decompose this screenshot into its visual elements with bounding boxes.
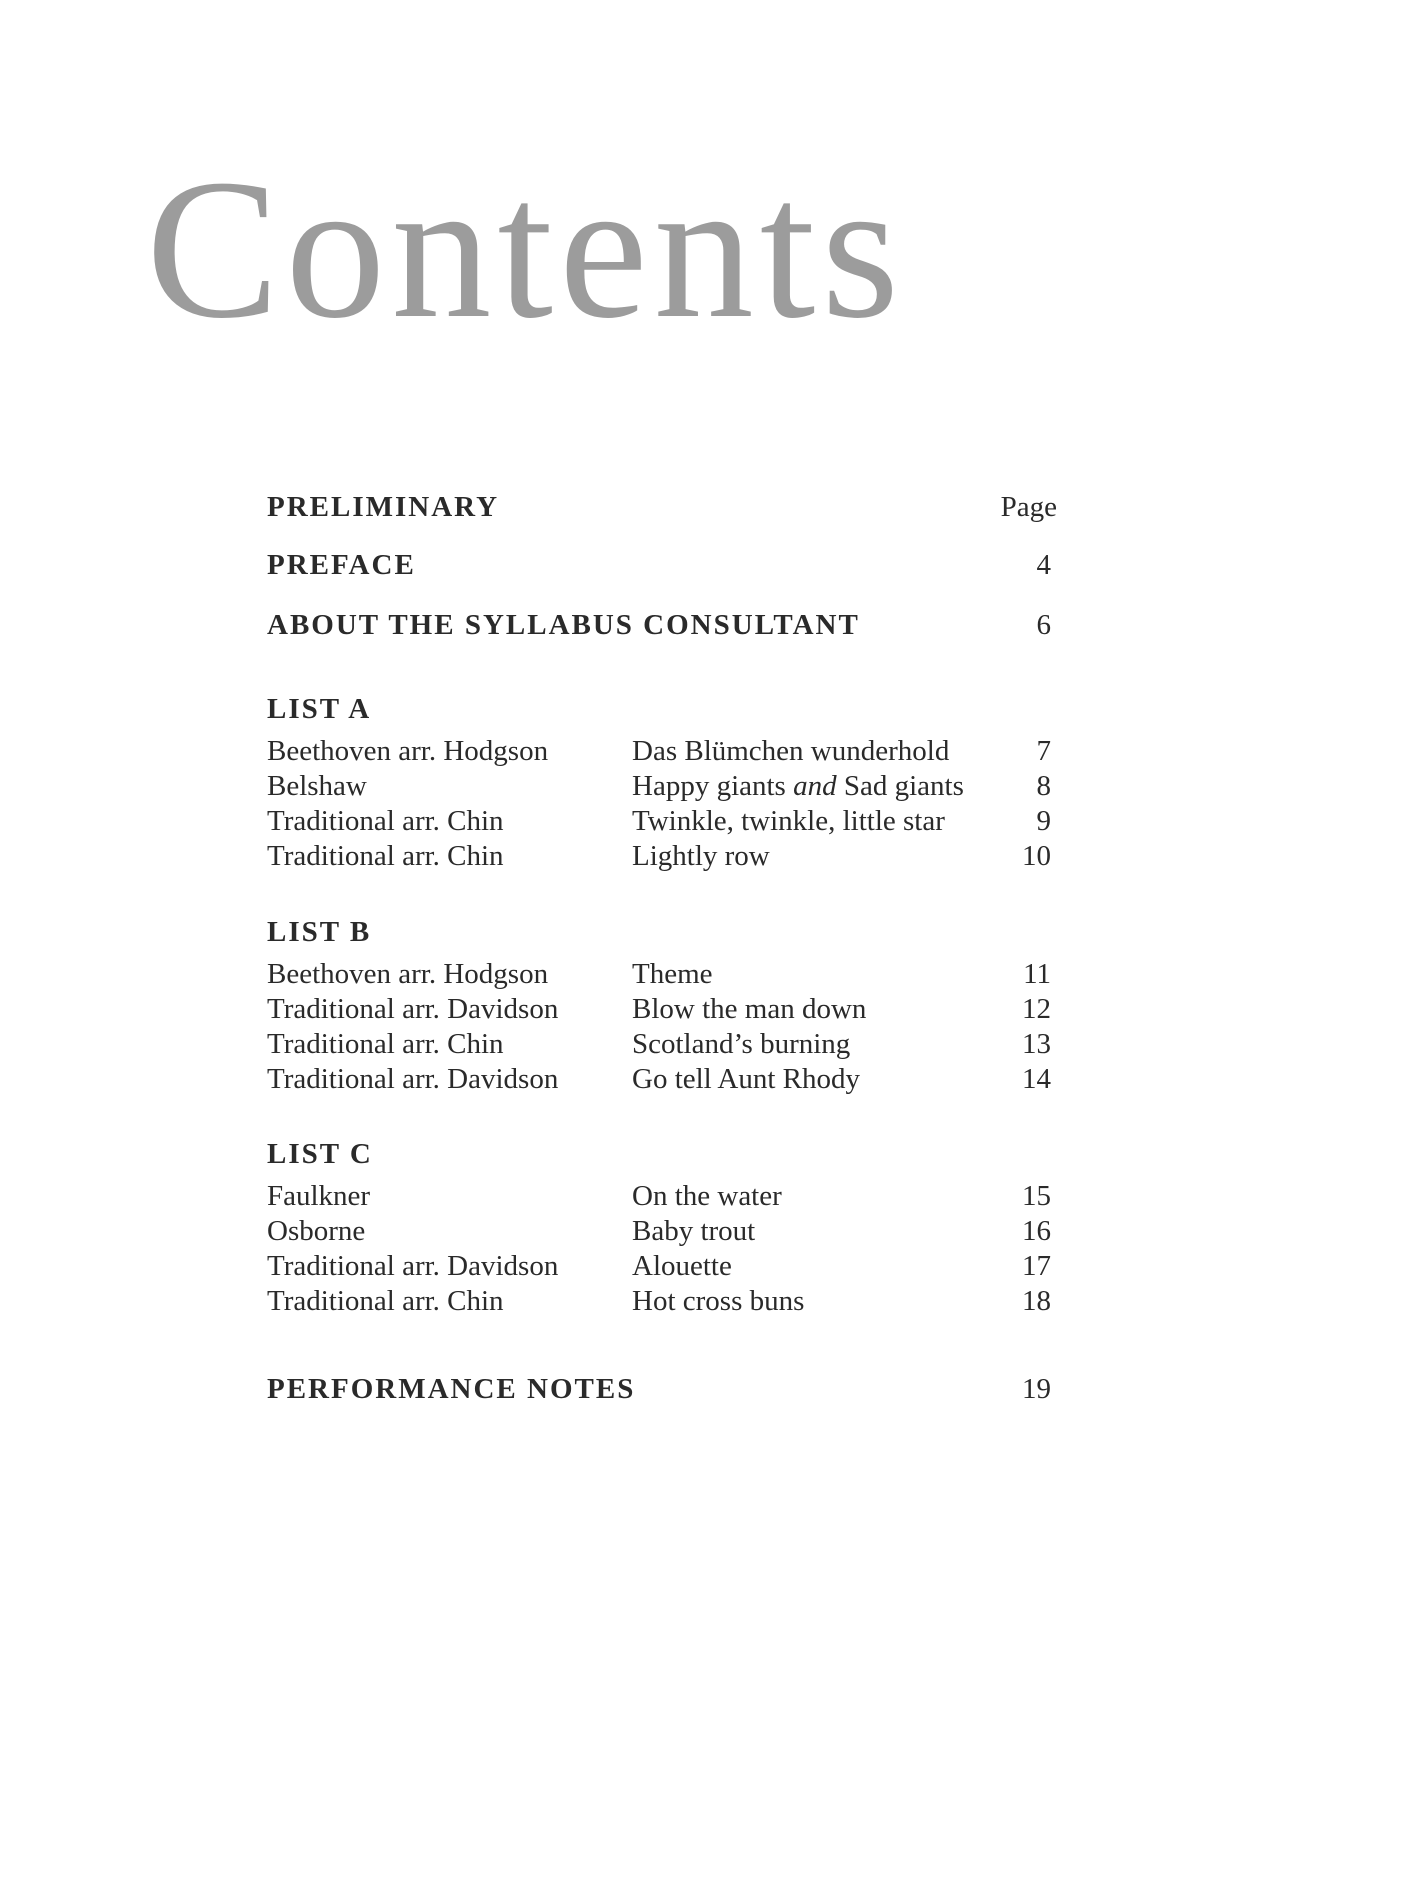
entry-page-number: 17 (1022, 1250, 1051, 1282)
composer-name: Faulkner (267, 1180, 371, 1212)
entry-page-number: 12 (1022, 993, 1051, 1025)
piece-title-text: Das Blümchen wunderhold (632, 735, 950, 767)
toc-entry (267, 957, 1057, 992)
section-heading-row (267, 915, 1057, 950)
piece-title-text: Alouette (632, 1250, 732, 1282)
entry-page-number: 8 (1036, 770, 1051, 802)
composer-name: Osborne (267, 1215, 366, 1247)
toc-entry-about-syllabus-consultant (267, 608, 1057, 643)
page-title: Contents (146, 139, 906, 360)
piece-title (632, 1284, 987, 1319)
section-heading-row (267, 692, 1057, 727)
toc-entry (267, 1214, 1057, 1249)
toc-entry (267, 804, 1057, 839)
piece-title (632, 1249, 987, 1284)
toc-entry-preface (267, 548, 1057, 583)
piece-title-text: Twinkle, twinkle, little star (632, 805, 945, 837)
toc-section-list-a (267, 692, 1057, 874)
composer-name: Traditional arr. Chin (267, 840, 504, 872)
piece-title (632, 1179, 987, 1214)
toc-entry (267, 1027, 1057, 1062)
piece-title-text: Happy giants (632, 770, 794, 802)
piece-title-italic: and (793, 770, 837, 802)
piece-title (632, 1214, 987, 1249)
entry-page-number: 6 (1036, 609, 1051, 641)
composer-name: Traditional arr. Chin (267, 805, 504, 837)
piece-title (632, 992, 987, 1027)
composer-name: Traditional arr. Davidson (267, 1063, 559, 1095)
piece-title-text: Hot cross buns (632, 1285, 805, 1317)
toc-entry (267, 1249, 1057, 1284)
section-heading-label: LIST C (267, 1138, 373, 1170)
piece-title-text: Go tell Aunt Rhody (632, 1063, 860, 1095)
piece-title-text: On the water (632, 1180, 782, 1212)
piece-title (632, 804, 987, 839)
toc-header-row (267, 490, 1057, 525)
toc-entry (267, 734, 1057, 769)
toc-entry (267, 1284, 1057, 1319)
composer-name: Traditional arr. Davidson (267, 1250, 559, 1282)
composer-name: Traditional arr. Davidson (267, 993, 559, 1025)
table-of-contents (267, 490, 1057, 1407)
composer-name: Belshaw (267, 770, 367, 802)
entry-page-number: 19 (1022, 1373, 1051, 1405)
toc-entry (267, 769, 1057, 804)
toc-entry-performance-notes (267, 1372, 1057, 1407)
toc-entry (267, 1062, 1057, 1097)
entry-page-number: 7 (1036, 735, 1051, 767)
section-heading-label: LIST B (267, 916, 372, 948)
piece-title-text: Scotland’s burning (632, 1028, 851, 1060)
toc-section-list-b (267, 915, 1057, 1097)
entry-page-number: 4 (1036, 549, 1051, 581)
entry-page-number: 16 (1022, 1215, 1051, 1247)
section-heading-preliminary: PRELIMINARY (267, 491, 500, 523)
piece-title-text: Lightly row (632, 840, 770, 872)
piece-title-text: Theme (632, 958, 713, 990)
piece-title (632, 769, 987, 804)
toc-entry (267, 992, 1057, 1027)
piece-title (632, 1027, 987, 1062)
toc-section-list-c (267, 1137, 1057, 1319)
entry-page-number: 18 (1022, 1285, 1051, 1317)
composer-name: Beethoven arr. Hodgson (267, 958, 549, 990)
entry-page-number: 10 (1022, 840, 1051, 872)
entry-page-number: 9 (1036, 805, 1051, 837)
toc-entry (267, 1179, 1057, 1214)
entry-page-number: 15 (1022, 1180, 1051, 1212)
piece-title-text: Sad giants (836, 770, 964, 802)
entry-page-number: 14 (1022, 1063, 1051, 1095)
piece-title (632, 957, 987, 992)
entry-page-number: 13 (1022, 1028, 1051, 1060)
entry-label: PREFACE (267, 549, 416, 581)
entry-label: ABOUT THE SYLLABUS CONSULTANT (267, 609, 860, 641)
composer-name: Traditional arr. Chin (267, 1285, 504, 1317)
entry-label: PERFORMANCE NOTES (267, 1373, 636, 1405)
piece-title (632, 839, 987, 874)
page-column-label: Page (1000, 491, 1057, 523)
section-heading-label: LIST A (267, 693, 372, 725)
piece-title (632, 1062, 987, 1097)
piece-title-text: Baby trout (632, 1215, 756, 1247)
entry-page-number: 11 (1023, 958, 1051, 990)
piece-title (632, 734, 987, 769)
section-heading-row (267, 1137, 1057, 1172)
composer-name: Beethoven arr. Hodgson (267, 735, 549, 767)
piece-title-text: Blow the man down (632, 993, 867, 1025)
composer-name: Traditional arr. Chin (267, 1028, 504, 1060)
toc-entry (267, 839, 1057, 874)
